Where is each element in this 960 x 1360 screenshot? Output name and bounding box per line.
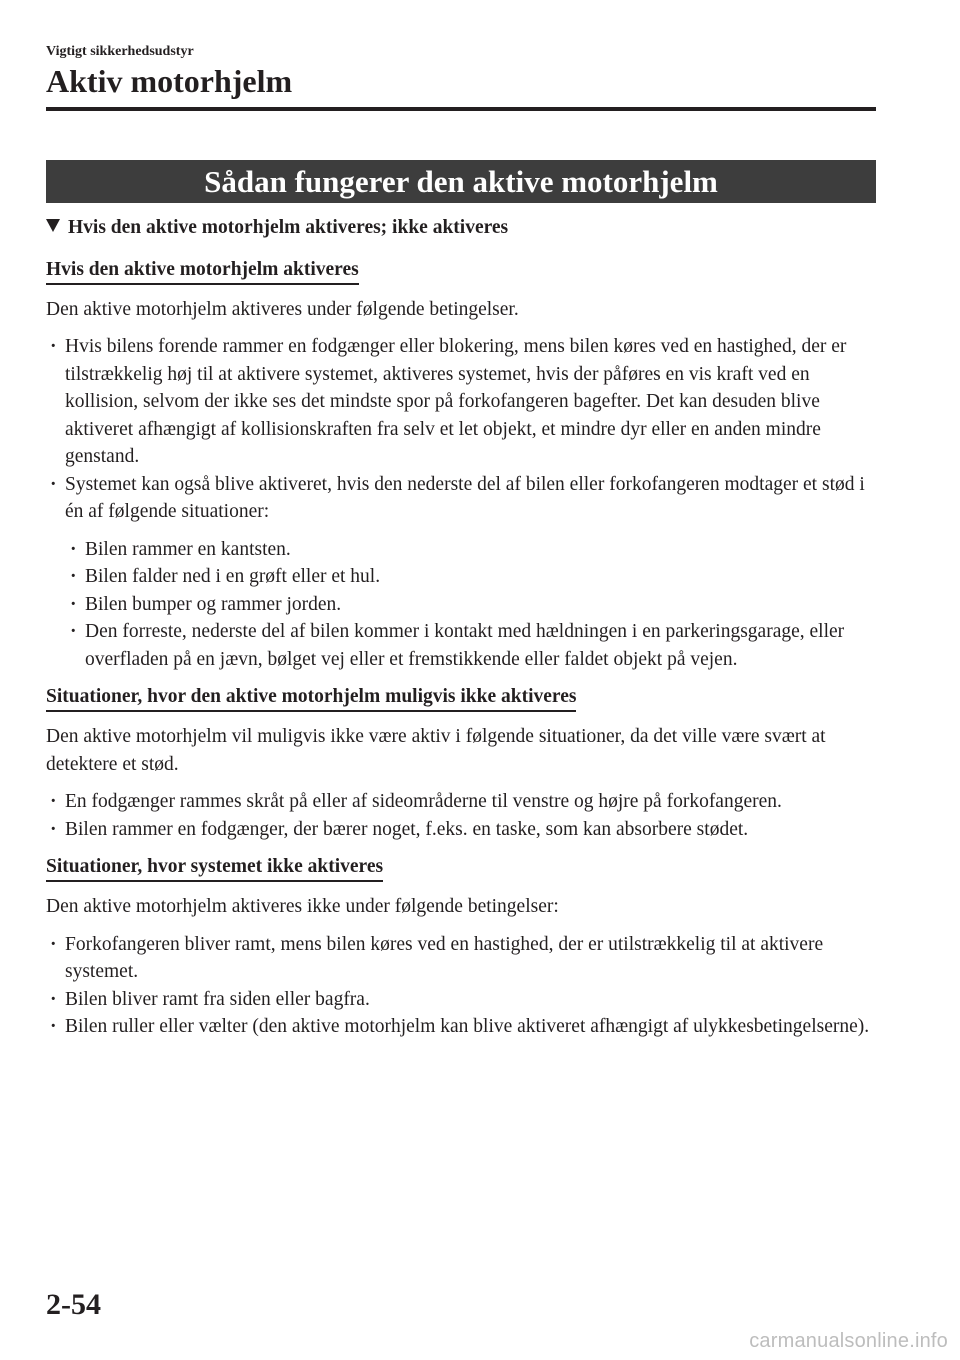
list-item: · Forkofangeren bliver ramt, mens bilen køres ved en hastighed, der er utilstrækkelig til at aktivere systemet. (46, 931, 874, 986)
subheading-activates: Hvis den aktive motorhjelm aktiveres (46, 258, 359, 285)
list-item: · Bilen rammer en fodgænger, der bærer noget, f.eks. en taske, som kan absorbere stødet. (46, 816, 874, 844)
may-not-activate-intro: Den aktive motorhjelm vil muligvis ikke være aktiv i følgende situationer, da det ville være svært at detektere et stød. (46, 726, 826, 775)
does-not-activate-list (46, 931, 874, 1041)
may-not-activate-list (46, 788, 874, 843)
page-content (46, 214, 874, 1051)
sub-list-item: · Bilen rammer en kantsten. (65, 536, 874, 564)
sub-list-item: · Den forreste, nederste del af bilen kommer i kontakt med hældningen i en parkeringsgarage, eller overfladen på en jævn, bølget vej eller et fremstikkende eller faldet objekt på vejen. (65, 618, 874, 673)
section-banner: Sådan fungerer den aktive motorhjelm (46, 160, 876, 203)
sub-list-item: · Bilen bumper og rammer jorden. (65, 591, 874, 619)
watermark: carmanualsonline.info (749, 1330, 948, 1352)
activates-sublist (65, 536, 874, 674)
list-item-text: Systemet kan også blive aktiveret, hvis den nederste del af bilen eller forkofangeren modtager et stød i én af følgende situationer: (65, 473, 865, 522)
triangle-down-icon (46, 219, 60, 232)
section-heading (46, 214, 874, 242)
title-rule (46, 107, 876, 111)
activates-list (46, 333, 874, 673)
subheading-does-not-activate: Situationer, hvor systemet ikke aktiveres (46, 855, 383, 882)
list-item: · Bilen ruller eller vælter (den aktive motorhjelm kan blive aktiveret afhængigt af ulykkesbetingelserne). (46, 1013, 874, 1041)
list-item: · En fodgænger rammes skråt på eller af sideområderne til venstre og højre på forkofangeren. (46, 788, 874, 816)
subheading-may-not-activate: Situationer, hvor den aktive motorhjelm muligvis ikke aktiveres (46, 685, 576, 712)
list-item: · Bilen bliver ramt fra siden eller bagfra. (46, 986, 874, 1014)
list-item: · Hvis bilens forende rammer en fodgænger eller blokering, mens bilen køres ved en hastighed, der er tilstrækkelig høj til at aktivere systemet, aktiveres systemet, hvis der påføres en vis kraft ved en kollision, selvom der ikke ses det mindste spor på forkofangeren bagefter. Det kan desuden blive aktiveret afhængigt af kollisionskraften fra selv et let objekt, et mindre dyr eller en anden mindre genstand. (46, 333, 874, 471)
activates-intro: Den aktive motorhjelm aktiveres under følgende betingelser. (46, 298, 519, 320)
running-head: Vigtigt sikkerhedsudstyr (46, 44, 194, 59)
does-not-activate-intro: Den aktive motorhjelm aktiveres ikke under følgende betingelser: (46, 896, 559, 917)
section-heading-text: Hvis den aktive motorhjelm aktiveres; ikke aktiveres (68, 217, 509, 238)
sub-list-item: · Bilen falder ned i en grøft eller et hul. (65, 563, 874, 591)
page-number: 2-54 (46, 1288, 101, 1321)
chapter-title: Aktiv motorhjelm (46, 63, 293, 99)
list-item (46, 471, 874, 674)
